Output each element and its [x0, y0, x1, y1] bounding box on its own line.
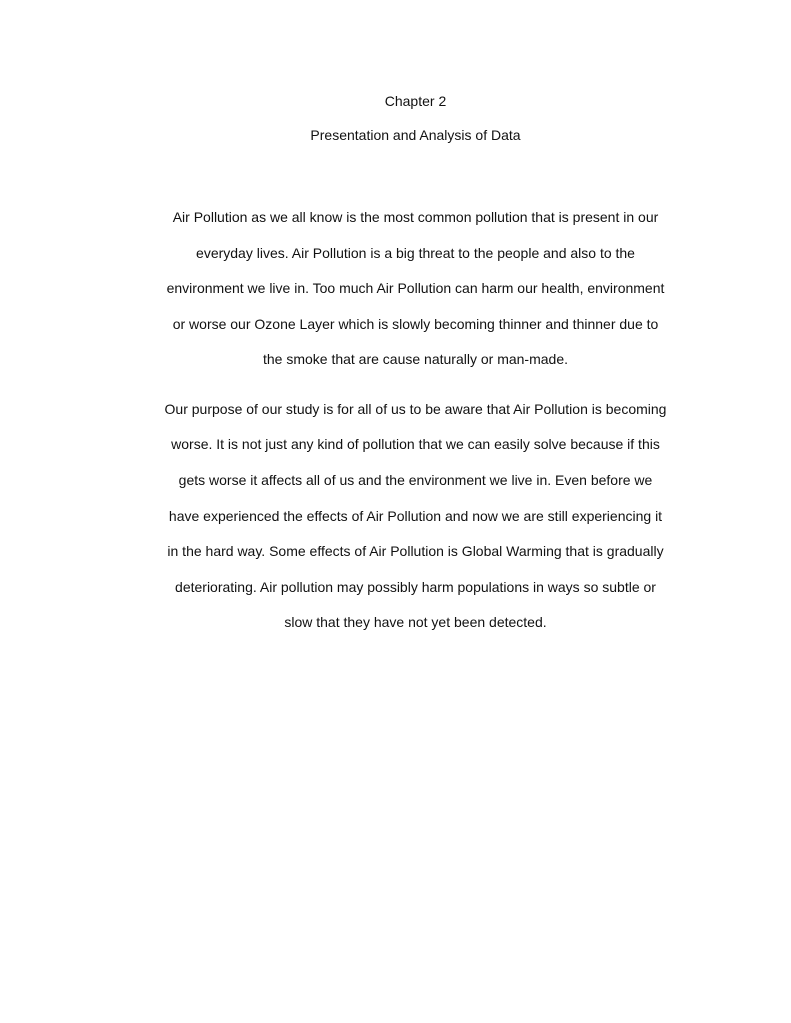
paragraph-line: everyday lives. Air Pollution is a big threat to the people and also to the	[196, 245, 635, 261]
paragraph-line: Air Pollution as we all know is the most common pollution that is present in our	[172, 209, 659, 225]
chapter-title: Chapter 2	[384, 93, 447, 109]
paragraph-line: the smoke that are cause naturally or man-made.	[262, 351, 569, 367]
paragraph-line: gets worse it affects all of us and the environment we live in. Even before we	[178, 472, 653, 488]
paragraph-line: Our purpose of our study is for all of us to be aware that Air Pollution is becoming	[164, 401, 667, 417]
paragraph-line: or worse our Ozone Layer which is slowly becoming thinner and thinner due to	[172, 316, 659, 332]
paragraph-line: deteriorating. Air pollution may possibly harm populations in ways so subtle or	[175, 579, 656, 595]
page-subtitle: Presentation and Analysis of Data	[310, 127, 521, 143]
paragraph-line: environment we live in. Too much Air Pollution can harm our health, environment	[166, 280, 665, 296]
paragraph-line: worse. It is not just any kind of pollution that we can easily solve because if this	[171, 436, 660, 452]
paragraph-line: in the hard way. Some effects of Air Pollution is Global Warming that is gradually	[167, 543, 664, 559]
paragraph-line: have experienced the effects of Air Pollution and now we are still experiencing it	[168, 508, 663, 524]
paragraph-line: slow that they have not yet been detected.	[284, 614, 547, 630]
